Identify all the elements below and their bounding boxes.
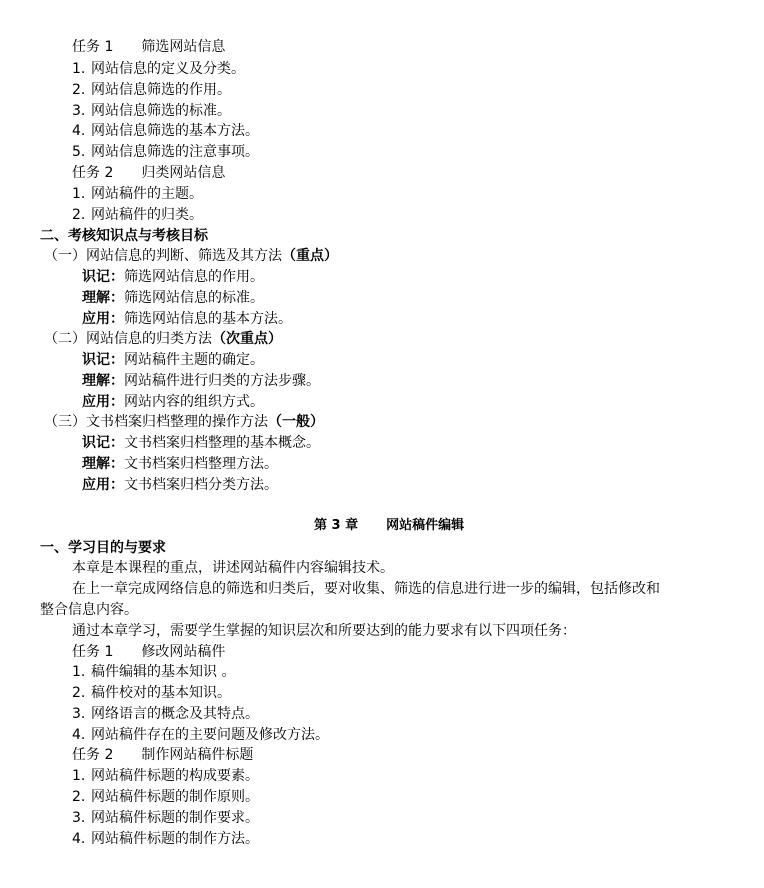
list-item: 2. 稿件校对的基本知识。: [72, 685, 231, 701]
list-item: 2. 网站信息筛选的作用。: [72, 82, 231, 98]
list-item: 2. 网站稿件的归类。: [72, 207, 203, 223]
paragraph-continuation: 整合信息内容。: [40, 602, 138, 618]
list-item: 2. 网站稿件标题的制作原则。: [72, 789, 259, 805]
objective-item: 识记：筛选网站信息的作用。: [82, 269, 264, 285]
list-item: 4. 网站稿件存在的主要问题及修改方法。: [72, 727, 329, 743]
paragraph: 本章是本课程的重点，讲述网站稿件内容编辑技术。: [72, 560, 394, 576]
task-heading: 任务 1 修改网站稿件: [72, 644, 226, 660]
task-heading: 任务 1 筛选网站信息: [72, 39, 226, 55]
list-item: 3. 网站稿件标题的制作要求。: [72, 810, 259, 826]
list-item: 1. 网站信息的定义及分类。: [72, 61, 245, 77]
section-heading: 一、学习目的与要求: [40, 540, 166, 556]
objective-item: 应用：文书档案归档分类方法。: [82, 477, 278, 493]
objective-item: 识记：文书档案归档整理的基本概念。: [82, 435, 320, 451]
paragraph: 在上一章完成网络信息的筛选和归类后，要对收集、筛选的信息进行进一步的编辑，包括修改和: [72, 581, 660, 597]
list-item: 1. 稿件编辑的基本知识 。: [72, 664, 236, 680]
objective-item: 应用：网站内容的组织方式。: [82, 394, 264, 410]
group-heading: （二）网站信息的归类方法（次重点）: [44, 331, 282, 347]
task-heading: 任务 2 制作网站稿件标题: [72, 747, 254, 763]
task-heading: 任务 2 归类网站信息: [72, 165, 226, 181]
list-item: 1. 网站稿件的主题。: [72, 186, 203, 202]
objective-item: 识记：网站稿件主题的确定。: [82, 352, 264, 368]
list-item: 4. 网站信息筛选的基本方法。: [72, 123, 259, 139]
objective-item: 理解：网站稿件进行归类的方法步骤。: [82, 373, 320, 389]
group-heading: （三）文书档案归档整理的操作方法（一般）: [44, 414, 324, 430]
group-heading: （一）网站信息的判断、筛选及其方法（重点）: [44, 248, 338, 264]
list-item: 1. 网站稿件标题的构成要素。: [72, 768, 259, 784]
objective-item: 理解：文书档案归档整理方法。: [82, 456, 278, 472]
objective-item: 应用：筛选网站信息的基本方法。: [82, 311, 292, 327]
section-heading: 二、考核知识点与考核目标: [40, 228, 208, 244]
list-item: 5. 网站信息筛选的注意事项。: [72, 144, 259, 160]
list-item: 3. 网络语言的概念及其特点。: [72, 706, 259, 722]
paragraph: 通过本章学习，需要学生掌握的知识层次和所要达到的能力要求有以下四项任务：: [72, 623, 576, 639]
objective-item: 理解：筛选网站信息的标准。: [82, 290, 264, 306]
list-item: 4. 网站稿件标题的制作方法。: [72, 831, 259, 847]
chapter-title: 第 3 章 网站稿件编辑: [314, 518, 465, 533]
list-item: 3. 网站信息筛选的标准。: [72, 103, 231, 119]
